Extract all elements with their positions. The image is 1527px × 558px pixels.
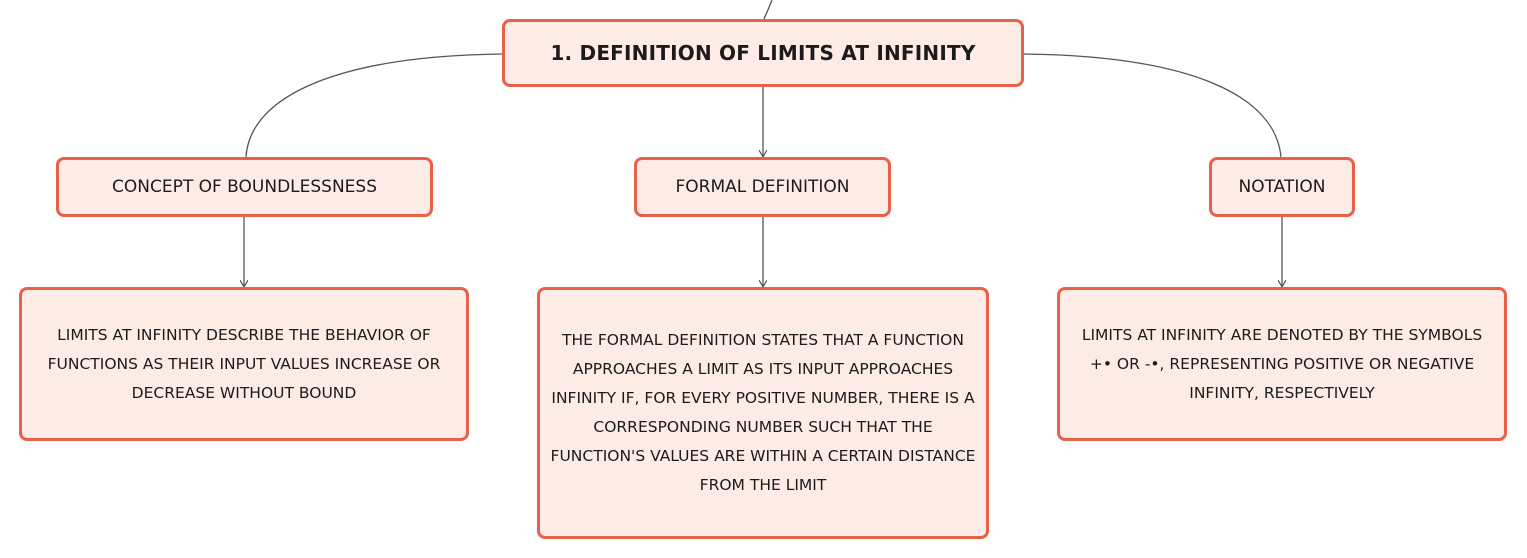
- root-node[interactable]: [502, 19, 1024, 87]
- branch-node-formal-definition[interactable]: [634, 157, 891, 217]
- detail-node-concept-of-boundlessness[interactable]: [19, 287, 469, 441]
- detail-node-text: THE FORMAL DEFINITION STATES THAT A FUNCTION APPROACHES A LIMIT AS ITS INPUT APPROACHES INFINITY IF, FOR EVERY POSITIVE NUMBER, THERE IS A CORRESPONDING NUMBER SUCH THAT THE FUNCTION'S VALUES ARE WITHIN A CERTAIN DISTANCE FROM THE LIMIT: [550, 331, 976, 494]
- branch-node-label: FORMAL DEFINITION: [675, 177, 850, 197]
- branch-node-concept-of-boundlessness[interactable]: [56, 157, 433, 217]
- connector-root-to-notation: [1024, 54, 1281, 157]
- connector-root-to-concept: [246, 54, 502, 157]
- branch-node-label: NOTATION: [1238, 177, 1326, 197]
- detail-node-notation[interactable]: [1057, 287, 1507, 441]
- detail-node-formal-definition[interactable]: [537, 287, 989, 539]
- branch-node-notation[interactable]: [1209, 157, 1355, 217]
- root-node-label: 1. DEFINITION OF LIMITS AT INFINITY: [550, 41, 976, 65]
- detail-node-text: LIMITS AT INFINITY ARE DENOTED BY THE SYMBOLS +• OR -•, REPRESENTING POSITIVE OR NEGATIVE INFINITY, RESPECTIVELY: [1081, 325, 1483, 402]
- detail-node-text: LIMITS AT INFINITY DESCRIBE THE BEHAVIOR OF FUNCTIONS AS THEIR INPUT VALUES INCREASE OR DECREASE WITHOUT BOUND: [47, 325, 441, 402]
- branch-node-label: CONCEPT OF BOUNDLESSNESS: [111, 177, 377, 197]
- connector-incoming: [764, 0, 772, 19]
